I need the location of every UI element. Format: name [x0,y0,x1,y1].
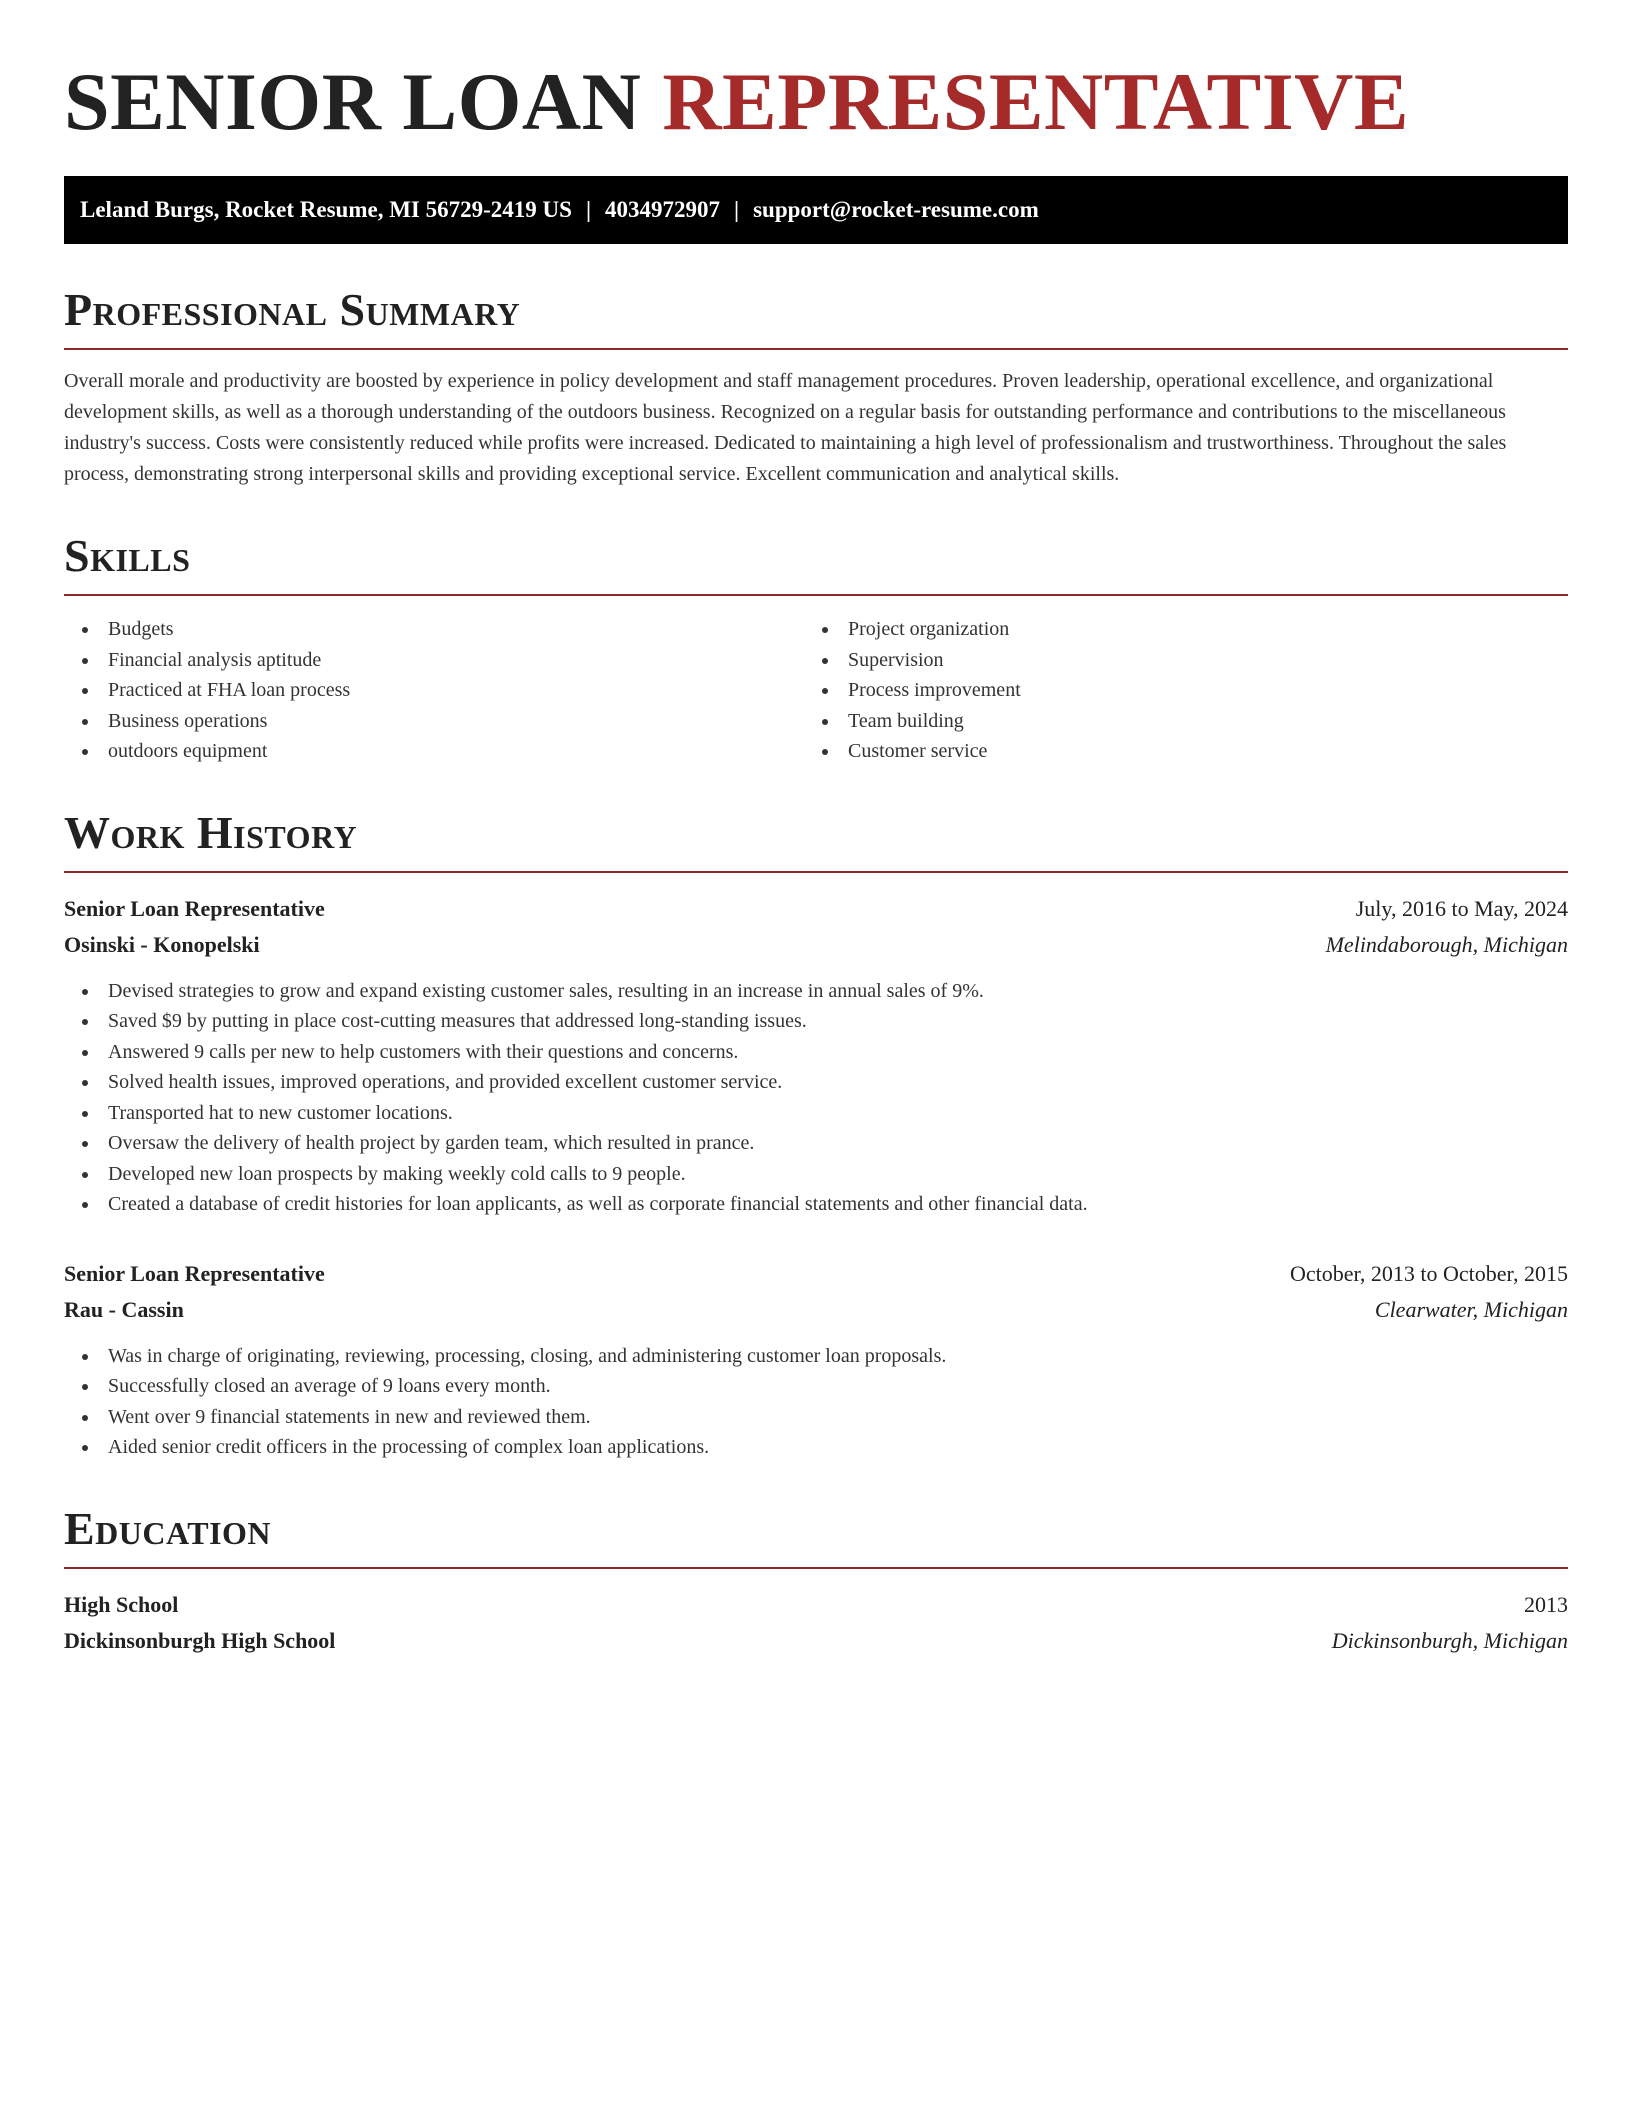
education-heading: Education [64,1502,272,1554]
education-degree: High School [64,1591,179,1617]
skill-item: Project organization [804,614,1544,645]
job-entry [64,891,1568,1220]
title-part-1: SENIOR LOAN [64,56,642,147]
title-part-2: REPRESENTATIVE [662,56,1410,147]
job-bullet: Transported hat to new customer locations. [64,1098,1568,1129]
summary-text: Overall morale and productivity are boosted by experience in policy development and staff management procedures. Proven leadership, operational excellence, and organizational development skills, as well as a thorough understanding of the outdoors business. Recognized on a regular basis for outstanding performance and contributions to the miscellaneous industry's success. Costs were consistently reduced while profits were increased. Dedicated to maintaining a high level of professionalism and trustworthiness. Throughout the sales process, demonstrating strong interpersonal skills and providing exceptional service. Excellent communication and analytical skills. [64,370,1507,485]
job-company-row [64,1292,1568,1328]
education-header-row [64,1587,1568,1623]
skill-item: Business operations [64,706,804,737]
education-entry [64,1587,1568,1659]
job-bullet: Aided senior credit officers in the processing of complex loan applications. [64,1432,1568,1463]
job-bullet: Saved $9 by putting in place cost-cutting measures that addressed long-standing issues. [64,1006,1568,1037]
job-bullet: Developed new loan prospects by making weekly cold calls to 9 people. [64,1159,1568,1190]
job-bullet: Devised strategies to grow and expand existing customer sales, resulting in an increase in annual sales of 9%. [64,976,1568,1007]
job-dates: July, 2016 to May, 2024 [1355,895,1568,921]
skill-item: Practiced at FHA loan process [64,675,804,706]
section-divider [64,871,1568,873]
job-entry [64,1256,1568,1463]
education-section [64,1503,1568,1659]
job-company: Rau - Cassin [64,1296,184,1322]
contact-bar [64,176,1568,244]
skills-heading: Skills [64,530,191,581]
skills-section [64,530,1568,767]
education-school: Dickinsonburgh High School [64,1627,336,1653]
contact-address: Leland Burgs, Rocket Resume, MI 56729-2419 US [80,197,572,222]
job-title: Senior Loan Representative [64,895,325,921]
contact-separator: | [585,197,592,222]
job-bullet: Was in charge of originating, reviewing, processing, closing, and administering customer loan proposals. [64,1341,1568,1372]
job-bullet: Went over 9 financial statements in new and reviewed them. [64,1402,1568,1433]
job-location: Clearwater, Michigan [1374,1296,1568,1322]
work-history-section [64,807,1568,1463]
section-divider [64,594,1568,596]
section-divider [64,1567,1568,1569]
job-company: Osinski - Konopelski [64,931,260,957]
work-history-heading: Work History [64,806,358,858]
skill-item: Budgets [64,614,804,645]
contact-separator: | [734,197,740,222]
job-bullet: Created a database of credit histories for loan applicants, as well as corporate financial statements and other financial data. [64,1189,1568,1220]
skills-column-left [64,614,804,767]
education-location: Dickinsonburgh, Michigan [1331,1627,1568,1653]
job-bullet: Successfully closed an average of 9 loans every month. [64,1371,1568,1402]
section-divider [64,348,1568,350]
job-bullet: Oversaw the delivery of health project by garden team, which resulted in prance. [64,1128,1568,1159]
summary-section [64,284,1568,490]
skill-item: Process improvement [804,675,1544,706]
skill-item: Financial analysis aptitude [64,645,804,676]
job-bullet: Solved health issues, improved operations, and provided excellent customer service. [64,1067,1568,1098]
job-header-row [64,891,1568,927]
job-bullet: Answered 9 calls per new to help customers with their questions and concerns. [64,1037,1568,1068]
education-school-row [64,1623,1568,1659]
skill-item: outdoors equipment [64,736,804,767]
job-company-row [64,927,1568,963]
job-dates: October, 2013 to October, 2015 [1289,1260,1568,1286]
skills-grid [64,614,1568,767]
skill-item: Supervision [804,645,1544,676]
skill-item: Team building [804,706,1544,737]
job-header-row [64,1256,1568,1292]
education-year: 2013 [1524,1591,1568,1617]
job-location: Melindaborough, Michigan [1325,931,1568,957]
skill-item: Customer service [804,736,1544,767]
resume-title [64,54,1568,154]
contact-email: support@rocket-resume.com [753,197,1039,222]
skills-column-right [804,614,1544,767]
contact-phone: 4034972907 [605,197,721,222]
job-title: Senior Loan Representative [64,1260,325,1286]
summary-heading: Professional Summary [64,284,521,335]
job-bullets [64,976,1568,1220]
job-bullets [64,1341,1568,1463]
